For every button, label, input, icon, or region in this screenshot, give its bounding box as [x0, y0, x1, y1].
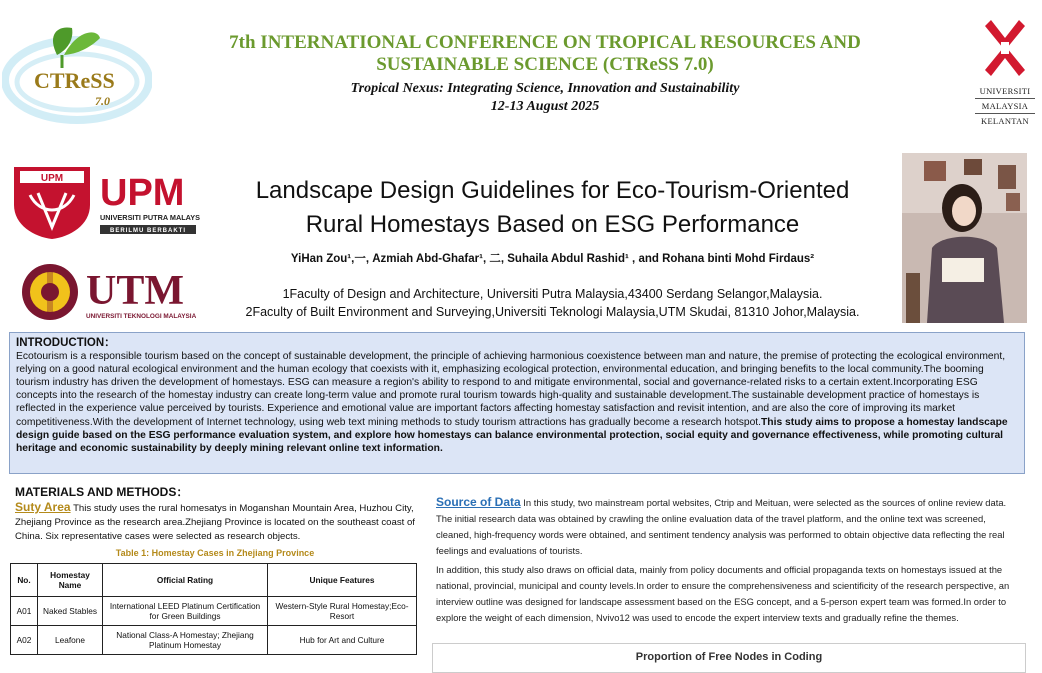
utm-full-name: UNIVERSITI TEKNOLOGI MALAYSIA [86, 313, 197, 320]
utm-logo [20, 262, 200, 324]
table-cell: Western-Style Rural Homestay;Eco-Resort [268, 597, 417, 626]
materials-heading: MATERIALS AND METHODS： [15, 485, 189, 499]
conference-subtitle [150, 80, 940, 116]
conference-title [150, 32, 940, 76]
table-cell: Hub for Art and Culture [268, 626, 417, 655]
conference-theme: Tropical Nexus: Integrating Science, Innovation and Sustainability [350, 81, 740, 96]
table-header-row [11, 564, 417, 597]
source-of-data-paragraph [436, 494, 1023, 559]
table-cell: A02 [11, 626, 38, 655]
introduction-section [9, 332, 1025, 474]
author-photo [902, 153, 1027, 323]
upm-shield-abbr: UPM [40, 173, 64, 184]
umk-line: KELANTAN [981, 116, 1029, 126]
affiliation-1: 1Faculty of Design and Architecture, Universiti Putra Malaysia,43400 Serdang Selangor,Malaysia. [282, 287, 823, 301]
ctress-logo [2, 10, 152, 135]
table-cell: National Class-A Homestay; Zhejiang Platinum Homestay [103, 626, 268, 655]
umk-line: MALAYSIA [975, 99, 1035, 114]
source-of-data-label: Source of Data [436, 495, 521, 509]
table-cell: A01 [11, 597, 38, 626]
table-cell: International LEED Platinum Certification for Green Buildings [103, 597, 268, 626]
ctress-version: 7.0 [95, 94, 110, 108]
introduction-heading: INTRODUCTION： [16, 337, 116, 349]
study-area-paragraph [15, 500, 420, 544]
affiliation-2: 2Faculty of Built Environment and Surveying,Universiti Teknologi Malaysia,UTM Skudai, 81310 Johor,Malaysia. [245, 305, 860, 319]
table-row [11, 597, 417, 626]
table-caption: Table 1: Homestay Cases in Zhejiang Province [115, 548, 315, 558]
table-header: Homestay Name [38, 564, 103, 597]
paper-title-line2: Rural Homestays Based on ESG Performance [305, 211, 800, 238]
conference-title-line1: 7th INTERNATIONAL CONFERENCE ON TROPICAL RESOURCES AND [229, 32, 861, 53]
introduction-aim: This study aims to propose a homestay landscape design guide based on the ESG performance evaluation system, and explore how homestays can balance environmental protection, social equity and governance effectiveness, while promoting cultural heritage and economic sustainability by deeply mining relevant online text information. [16, 416, 1008, 454]
paper-title-line1: Landscape Design Guidelines for Eco-Tourism-Oriented [255, 177, 850, 204]
study-area-text: This study uses the rural homesatys in Moganshan Mountain Area, Huzhou City, Zhejiang Province as the research area.Zhejiang Province is located on the southeast coast of China. Six representative cases were selected as research objects. [15, 503, 415, 542]
table-cell: Leafone [38, 626, 103, 655]
authors: YiHan Zou¹,一, Azmiah Abd-Ghafar¹, 二, Suhaila Abdul Rashid¹ , and Rohana binti Mohd Firdaus² [290, 253, 815, 265]
table-header: No. [11, 564, 38, 597]
source-of-data-text: In this study, two mainstream portal websites, Ctrip and Meituan, were selected as the sources of online review data. The initial research data was obtained by crawling the online evaluation data of the travel platform, and the online text was screened, cleaned, high-frequency words were obtained, and sentiment tendency analysis was performed to obtain objective data reflecting the real feelings and evaluations of tourists. [436, 497, 1007, 556]
conference-dates: 12-13 August 2025 [490, 99, 600, 114]
utm-abbr: UTM [86, 268, 184, 314]
upm-logo [10, 165, 200, 240]
table-cell: Naked Stables [38, 597, 103, 626]
table-row [11, 626, 417, 655]
table-header: Unique Features [268, 564, 417, 597]
chart-title: Proportion of Free Nodes in Coding [635, 651, 823, 663]
ctress-logo-text: CTReSS [34, 68, 115, 93]
introduction-text: Ecotourism is a responsible tourism based on the concept of sustainable development, the principle of achieving harmonious coexistence between man and nature, the premise of protecting the ecological environment, relying on a good natural ecological environment and the human ecology that coexists with it, emphasizing ecological protection, environmental education, and bringing benefits to the local community.The booming tourism industry has driven the development of homestays. ESG can measure a region's ability to respond to and mitigate environmental, social and governance-related risks to a certain extent.Incorporating ESG concepts into the research of the homestay industry can create long-term value and promote rural tourism towards high-quality and sustainable development.The sustainable development practice of homestays is reflected in the experience value perceived by tourists. Experience and emotional value are important factors affecting homestay satisfaction and revisit intention, and are also the core of improving its market competitiveness.With the development of Internet technology, using web text mining methods to study tourism attractions has gradually become a research hotspot. [16, 351, 1006, 428]
umk-line: UNIVERSITI [975, 84, 1035, 99]
conference-title-line2: SUSTAINABLE SCIENCE (CTReSS 7.0) [376, 54, 714, 75]
upm-abbr: UPM [100, 172, 185, 214]
umk-wordmark [975, 84, 1035, 128]
study-area-label: Suty Area [15, 500, 71, 514]
table-header: Official Rating [103, 564, 268, 597]
paper-title [205, 174, 900, 242]
upm-motto: BERILMU BERBAKTI [110, 228, 186, 234]
introduction-body [16, 350, 1018, 455]
official-data-paragraph: In addition, this study also draws on official data, mainly from policy documents and official propaganda texts on homestays issued at the national, provincial, municipal and county levels.In order to ensure the comprehensiveness and scientificity of the research perspective, an interview outline was designed for landscape assessment based on the ESG concept, and a 5-person expert team was formed.In order to explore the weight of each dimension, Nvivo12 was used to encode the expert interview texts and gradually refine the themes. [436, 564, 1010, 623]
homestay-cases-table [10, 563, 417, 655]
upm-full-name: UNIVERSITI PUTRA MALAYSIA [100, 213, 200, 222]
